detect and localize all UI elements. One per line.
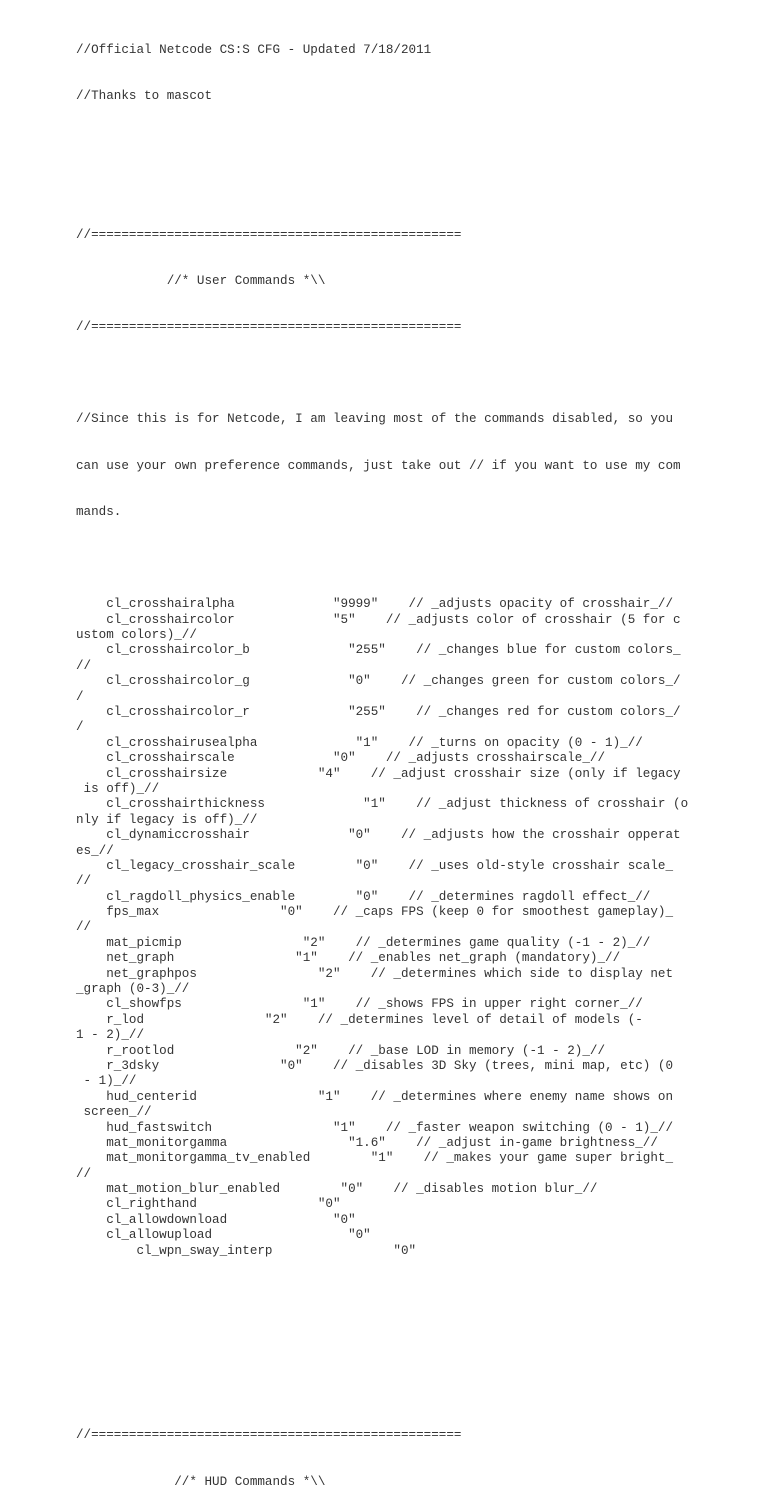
command-line: hud_centerid "1" // _determines where enemy name shows on [76, 1089, 674, 1104]
command-line: r_rootlod "2" // _base LOD in memory (-1 - 2)_// [76, 1043, 606, 1058]
command-line: / [76, 720, 84, 735]
section-rule: //================================================= [76, 1428, 462, 1443]
command-line: // [76, 920, 92, 935]
command-line: cl_allowdownload "0" [76, 1212, 356, 1227]
config-document [76, 12, 689, 1505]
command-line: nly if legacy is off)_// [76, 812, 258, 827]
command-line: cl_allowupload "0" [76, 1228, 371, 1243]
command-line: net_graph "1" // _enables net_graph (mandatory)_// [76, 951, 621, 966]
command-line: mat_motion_blur_enabled "0" // _disables motion blur_// [76, 1182, 598, 1197]
intro-line: can use your own preference commands, just take out // if you want to use my com [76, 458, 681, 473]
command-line: cl_crosshairusealpha "1" // _turns on opacity (0 - 1)_// [76, 735, 643, 750]
section-heading-hud-commands: //* HUD Commands *\\ [76, 1474, 326, 1489]
command-line: cl_righthand "0" [76, 1197, 341, 1212]
command-list [76, 597, 689, 1259]
command-line: cl_wpn_sway_interp "0" [76, 1243, 417, 1258]
command-line: cl_showfps "1" // _shows FPS in upper right corner_// [76, 997, 643, 1012]
blank-line [76, 366, 676, 381]
command-line: _graph (0-3)_// [76, 982, 190, 997]
command-line: r_3dsky "0" // _disables 3D Sky (trees, mini map, etc) (0 [76, 1058, 674, 1073]
command-line: cl_legacy_crosshair_scale "0" // _uses old-style crosshair scale_ [76, 858, 674, 873]
section-rule: //================================================= [76, 227, 462, 242]
command-line: cl_crosshaircolor_g "0" // _changes green for custom colors_/ [76, 674, 681, 689]
command-line: cl_crosshairsize "4" // _adjust crosshair size (only if legacy [76, 766, 681, 781]
blank-line [76, 1382, 676, 1397]
command-line: // [76, 1166, 92, 1181]
section-rule: //================================================= [76, 320, 462, 335]
intro-line: //Since this is for Netcode, I am leaving most of the commands disabled, so you [76, 412, 674, 427]
section-heading-user-commands: //* User Commands *\\ [76, 273, 326, 288]
command-line: // [76, 658, 92, 673]
blank-line [76, 551, 676, 566]
command-line: 1 - 2)_// [76, 1028, 145, 1043]
command-line: mat_picmip "2" // _determines game quality (-1 - 2)_// [76, 935, 651, 950]
command-line: cl_ragdoll_physics_enable "0" // _determines ragdoll effect_// [76, 889, 651, 904]
command-line: mat_monitorgamma "1.6" // _adjust in-game brightness_// [76, 1135, 658, 1150]
header-title: //Official Netcode CS:S CFG - Updated 7/18/2011 [76, 42, 432, 57]
command-line: cl_crosshairalpha "9999" // _adjusts opacity of crosshair_// [76, 597, 674, 612]
command-line: screen_// [76, 1105, 152, 1120]
command-line: cl_crosshaircolor_b "255" // _changes blue for custom colors_ [76, 643, 681, 658]
blank-line [76, 1336, 676, 1351]
command-line: r_lod "2" // _determines level of detail of models (- [76, 1012, 643, 1027]
intro-line: mands. [76, 504, 122, 519]
command-line: is off)_// [76, 781, 160, 796]
command-line: cl_crosshaircolor "5" // _adjusts color of crosshair (5 for c [76, 612, 681, 627]
command-line: cl_crosshairthickness "1" // _adjust thickness of crosshair (o [76, 797, 689, 812]
command-line: cl_crosshairscale "0" // _adjusts crosshairscale_// [76, 751, 606, 766]
command-line: fps_max "0" // _caps FPS (keep 0 for smoothest gameplay)_ [76, 905, 674, 920]
blank-line [76, 181, 676, 196]
blank-line [76, 1290, 676, 1305]
command-line: cl_dynamiccrosshair "0" // _adjusts how the crosshair opperat [76, 828, 681, 843]
blank-line [76, 135, 676, 150]
command-line: - 1)_// [76, 1074, 137, 1089]
command-line: cl_crosshaircolor_r "255" // _changes red for custom colors_/ [76, 704, 681, 719]
command-line: / [76, 689, 84, 704]
command-line: es_// [76, 843, 114, 858]
command-line: // [76, 874, 92, 889]
header-credits: //Thanks to mascot [76, 89, 213, 104]
command-line: hud_fastswitch "1" // _faster weapon switching (0 - 1)_// [76, 1120, 674, 1135]
command-line: ustom colors)_// [76, 628, 197, 643]
command-line: mat_monitorgamma_tv_enabled "1" // _makes your game super bright_ [76, 1151, 674, 1166]
command-line: net_graphpos "2" // _determines which side to display net [76, 966, 674, 981]
